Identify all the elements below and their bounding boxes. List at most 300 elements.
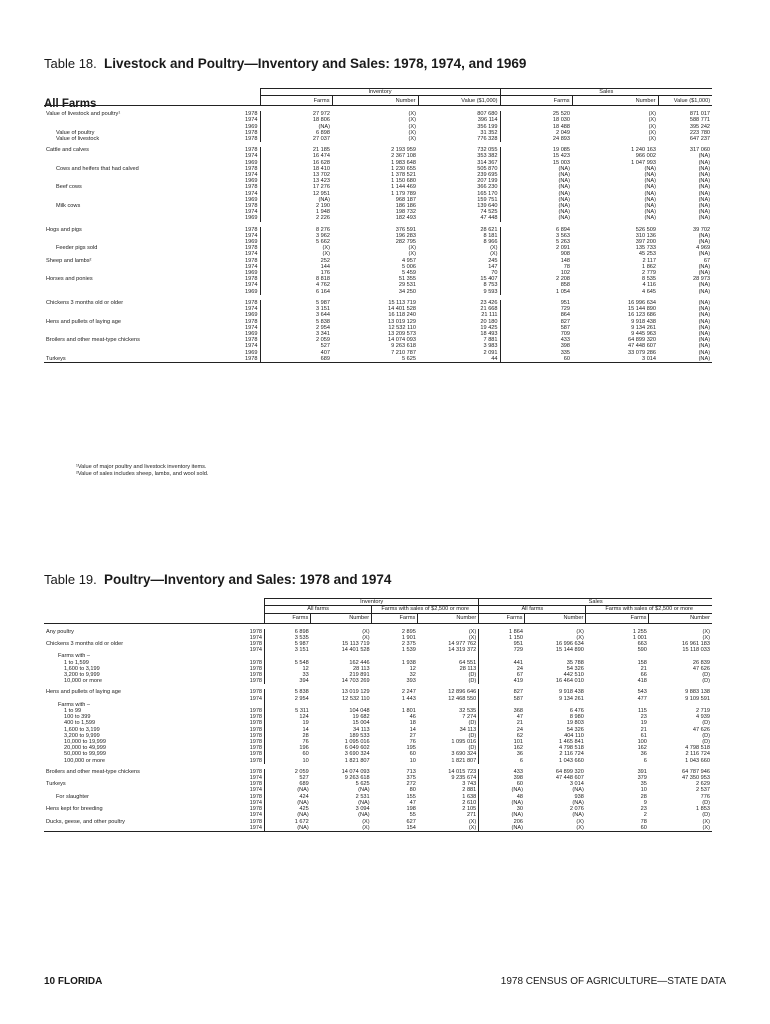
- table-cell: (NA): [572, 812, 584, 819]
- row-year: 1969: [240, 215, 260, 221]
- table-cell: 375: [406, 775, 416, 782]
- table-cell: (D): [702, 812, 710, 819]
- table-18-title: [44, 56, 526, 71]
- table-cell: 148: [500, 258, 572, 264]
- table-cell: 5 625: [355, 781, 370, 788]
- table-cell: (NA): [500, 209, 572, 215]
- table-cell: (X): [490, 251, 498, 258]
- table-cell: 6 898: [265, 629, 311, 635]
- table-cell: 252: [260, 258, 332, 264]
- table-cell: 2 049: [500, 130, 572, 136]
- table-cell: 2 375: [401, 641, 416, 648]
- table-cell: 21: [640, 665, 647, 672]
- table-cell: 9 109 591: [685, 695, 710, 702]
- table-cell: 9 263 618: [391, 343, 416, 350]
- table-cell: 1 938: [401, 659, 416, 666]
- table-cell: 66: [640, 672, 647, 679]
- table-cell: 398: [479, 775, 525, 781]
- table-cell: 21 668: [480, 306, 498, 313]
- row-year: 1978: [241, 641, 264, 647]
- row-year: 1969: [240, 331, 260, 337]
- t19-sub-all-farms-sales: All farms: [479, 606, 586, 613]
- table-cell: 8 535: [642, 276, 657, 283]
- table-cell: 207 199: [477, 178, 498, 185]
- row-year: 1974: [241, 825, 264, 832]
- row-year: 1978: [241, 745, 264, 751]
- table-cell: 5 662: [260, 239, 332, 245]
- table-cell: 1 864: [479, 629, 525, 635]
- table-cell: (NA): [698, 251, 711, 258]
- table-cell: 8 181: [483, 232, 498, 239]
- table-cell: 3 341: [260, 331, 332, 337]
- table-cell: 31 352: [480, 129, 498, 136]
- row-year: 1978: [240, 356, 260, 363]
- t19-col-header: Farms: [265, 613, 311, 623]
- table-cell: 2 117: [642, 257, 657, 264]
- table-cell: 3 094: [355, 806, 370, 813]
- row-year: 1978: [240, 147, 260, 153]
- row-year: 1978: [240, 276, 260, 282]
- table-cell: 15 003: [500, 160, 572, 166]
- table-cell: (NA): [698, 203, 711, 210]
- table-cell: 16 118 240: [388, 312, 416, 319]
- row-year: 1978: [240, 136, 260, 142]
- table-cell: 1 095 016: [344, 739, 370, 746]
- row-year: 1969: [240, 270, 260, 276]
- table-cell: 15 004: [352, 720, 370, 727]
- row-year: 1978: [241, 629, 264, 635]
- table-19: [44, 598, 712, 832]
- row-year: 1974: [241, 800, 264, 806]
- table-cell: (D): [702, 678, 710, 685]
- table-cell: 6 049 602: [344, 745, 370, 752]
- t18-group-inventory: Inventory: [260, 89, 500, 96]
- table-cell: 3 962: [260, 233, 332, 239]
- table-cell: (X): [362, 818, 370, 825]
- t19-col-header: Number: [418, 613, 479, 623]
- table-cell: 195: [406, 745, 416, 752]
- table-row: [44, 356, 712, 363]
- table-cell: 729: [500, 306, 572, 312]
- table-cell: (NA): [698, 209, 711, 216]
- row-year: 1974: [240, 153, 260, 159]
- table-cell: 951: [500, 300, 572, 306]
- table-cell: 162: [479, 745, 525, 751]
- table-cell: 418: [637, 678, 647, 685]
- table-cell: 32 535: [459, 708, 477, 715]
- table-cell: 64 787 946: [682, 768, 710, 775]
- t19-col-header: Farms: [372, 613, 418, 623]
- table-cell: 2 531: [355, 793, 370, 800]
- table-cell: 23: [640, 806, 647, 813]
- table-cell: 47 448: [480, 215, 498, 222]
- table-cell: (NA): [698, 239, 711, 246]
- table-cell: 9 134 261: [559, 695, 584, 702]
- table-cell: (NA): [265, 812, 311, 818]
- table-cell: (D): [468, 745, 477, 752]
- table-cell: (NA): [698, 330, 711, 337]
- row-year: 1974: [240, 233, 260, 239]
- table-cell: 219 891: [349, 672, 370, 679]
- table-cell: 1 095 016: [451, 739, 477, 746]
- table-cell: 1 821 807: [344, 757, 370, 764]
- row-year: 1974: [240, 172, 260, 178]
- table-cell: 223 780: [689, 129, 711, 136]
- table-cell: 13 019 129: [388, 318, 416, 325]
- table-cell: (X): [418, 825, 479, 832]
- table-cell: 1 230 655: [391, 165, 416, 172]
- row-year: 1978: [240, 337, 260, 343]
- row-year: 1978: [241, 708, 264, 714]
- t19-col-header: Number: [525, 613, 586, 623]
- table-cell: (X): [576, 634, 584, 641]
- table-cell: 1 150 680: [391, 178, 416, 185]
- table-cell: 76: [409, 739, 416, 746]
- row-year: 1978: [240, 203, 260, 209]
- table-cell: (NA): [644, 190, 657, 197]
- table-cell: (NA): [644, 178, 657, 185]
- table-cell: (D): [468, 672, 477, 679]
- table-cell: 709: [500, 331, 572, 337]
- table-cell: (D): [702, 672, 710, 679]
- table-cell: 206: [479, 819, 525, 825]
- table-cell: (NA): [698, 159, 711, 166]
- table-cell: (NA): [698, 215, 711, 222]
- table-19-label: Table 19.: [44, 572, 97, 587]
- table-cell: 12: [409, 665, 416, 672]
- table-cell: 26 839: [692, 659, 710, 666]
- table-cell: 154: [372, 825, 418, 832]
- table-cell: 19 682: [352, 714, 370, 721]
- table-cell: (D): [702, 739, 710, 746]
- t19-sub-2500: Farms with sales of $2,500 or more: [372, 606, 479, 613]
- table-cell: 2 954: [260, 325, 332, 331]
- table-cell: 2 367 108: [391, 153, 416, 160]
- table-cell: 3 690 324: [344, 751, 370, 758]
- table-cell: 23: [640, 714, 647, 721]
- table-cell: 394: [265, 678, 311, 684]
- table-cell: (NA): [658, 356, 712, 363]
- table-cell: (X): [702, 818, 710, 825]
- table-cell: 14 401 528: [341, 647, 370, 654]
- row-year: 1978: [240, 245, 260, 251]
- table-cell: (NA): [698, 172, 711, 179]
- table-cell: (X): [649, 825, 712, 832]
- table-cell: 526 509: [635, 226, 657, 233]
- table-cell: 433: [500, 337, 572, 343]
- table-cell: 115: [637, 708, 647, 715]
- table-cell: 2 059: [260, 337, 332, 343]
- table-cell: 12 532 110: [388, 324, 416, 331]
- note-1: ¹Value of major poultry and livestock inventory items.: [76, 464, 207, 470]
- table-cell: 15 144 890: [628, 306, 657, 313]
- table-cell: 3 743: [462, 781, 477, 788]
- table-cell: 1 465 841: [559, 739, 584, 746]
- row-label: Hens and pullets of laying age: [46, 689, 121, 696]
- table-cell: (NA): [698, 184, 711, 191]
- table-cell: 951: [479, 641, 525, 647]
- row-label: 100 to 399: [64, 714, 91, 721]
- table-cell: 60: [586, 825, 649, 832]
- table-cell: 78: [500, 264, 572, 270]
- table-cell: 2 193 959: [391, 147, 416, 154]
- row-label: Sheep and lambs²: [46, 257, 92, 264]
- table-cell: 104 048: [349, 708, 370, 715]
- table-cell: 19 425: [480, 324, 498, 331]
- table-cell: (X): [490, 245, 498, 252]
- row-year: 1978: [241, 727, 264, 733]
- table-cell: (D): [702, 720, 710, 727]
- table-cell: 477: [637, 695, 647, 702]
- table-cell: (D): [702, 732, 710, 739]
- table-cell: 3 644: [260, 312, 332, 318]
- table-cell: 139 640: [477, 203, 498, 210]
- table-cell: 30: [479, 806, 525, 812]
- table-cell: 6 164: [260, 289, 332, 295]
- row-year: 1978: [240, 258, 260, 264]
- table-cell: 16 628: [260, 160, 332, 166]
- table-cell: 1 948: [260, 209, 332, 215]
- table-cell: 1 150: [479, 635, 525, 641]
- table-cell: (NA): [698, 270, 711, 277]
- table-cell: 16 996 634: [628, 299, 657, 306]
- table-cell: 1 638: [462, 793, 477, 800]
- row-label: Milk cows: [56, 203, 81, 210]
- table-cell: 1 047 993: [631, 159, 657, 166]
- table-cell: 176: [260, 270, 332, 276]
- table-cell: 2 537: [696, 787, 710, 794]
- row-label: Value of poultry: [56, 129, 95, 136]
- table-cell: (X): [702, 634, 710, 641]
- table-cell: 2 091: [483, 349, 498, 356]
- table-cell: 9 918 438: [631, 318, 657, 325]
- table-cell: 186 186: [395, 203, 416, 210]
- table-cell: 14 977 762: [448, 641, 477, 648]
- table-cell: 18 493: [480, 330, 498, 337]
- table-cell: 391: [637, 768, 647, 775]
- table-cell: 1 001: [632, 634, 647, 641]
- table-cell: 17 276: [260, 184, 332, 190]
- table-cell: 9: [643, 799, 647, 806]
- table-cell: 20 180: [480, 318, 498, 325]
- table-cell: 14: [265, 727, 311, 733]
- table-cell: 48: [479, 794, 525, 800]
- table-cell: 24: [479, 666, 525, 672]
- table-cell: 6: [643, 757, 647, 764]
- table-cell: 27 037: [260, 136, 332, 142]
- table-cell: 35 788: [566, 659, 584, 666]
- table-cell: (X): [576, 818, 584, 825]
- footer-page: 10 FLORIDA: [44, 976, 103, 987]
- table-cell: (NA): [698, 178, 711, 185]
- table-cell: 5 311: [265, 708, 311, 714]
- table-cell: 33 079 286: [628, 349, 657, 356]
- row-label: Any poultry: [46, 628, 74, 635]
- table-cell: 1 179 789: [391, 190, 416, 197]
- table-cell: (NA): [698, 312, 711, 319]
- table-cell: 8 818: [260, 276, 332, 282]
- table-cell: 36: [479, 751, 525, 757]
- table-cell: (NA): [500, 203, 572, 209]
- row-label: 1 to 99: [64, 708, 82, 715]
- table-cell: (NA): [698, 306, 711, 313]
- table-cell: 60: [500, 356, 572, 363]
- table-cell: 7 881: [483, 337, 498, 344]
- table-cell: (X): [576, 628, 584, 635]
- table-cell: 18 030: [500, 117, 572, 123]
- table-cell: 19 803: [566, 720, 584, 727]
- table-cell: 7 210 787: [391, 349, 416, 356]
- table-cell: 61: [640, 732, 647, 739]
- table-cell: 6 898: [260, 130, 332, 136]
- table-cell: 442 510: [563, 672, 584, 679]
- row-year: 1978: [241, 660, 264, 666]
- table-cell: 1 043 660: [559, 757, 584, 764]
- table-cell: (NA): [500, 172, 572, 178]
- table-cell: 102: [500, 270, 572, 276]
- table-cell: 10: [265, 758, 311, 764]
- row-year: 1969: [240, 289, 260, 295]
- table-cell: (X): [702, 628, 710, 635]
- table-cell: (NA): [698, 196, 711, 203]
- table-cell: 2 091: [500, 245, 572, 251]
- table-cell: 858: [500, 282, 572, 288]
- table-cell: 5 625: [332, 356, 418, 363]
- table-cell: (X): [408, 136, 416, 143]
- row-year: 1978: [241, 678, 264, 684]
- table-cell: (X): [362, 628, 370, 635]
- table-cell: 9 593: [483, 288, 498, 295]
- row-year: 1978: [240, 300, 260, 306]
- row-year: 1969: [240, 160, 260, 166]
- table-cell: (NA): [572, 799, 584, 806]
- table-cell: (X): [648, 129, 657, 136]
- table-cell: 44: [418, 356, 500, 363]
- row-year: 1974: [240, 343, 260, 349]
- table-cell: 1 853: [696, 806, 710, 813]
- table-cell: (NA): [698, 337, 711, 344]
- table-cell: (NA): [698, 318, 711, 325]
- row-year: 1974: [240, 209, 260, 215]
- table-cell: 47 448 607: [628, 343, 657, 350]
- row-year: 1978: [240, 111, 260, 117]
- row-label: Hens kept for breeding: [46, 806, 103, 813]
- table-18-notes: [76, 464, 208, 478]
- table-cell: (NA): [644, 209, 657, 216]
- table-cell: (NA): [358, 799, 370, 806]
- row-year: 1978: [241, 689, 264, 695]
- table-cell: 54 326: [566, 665, 584, 672]
- table-cell: 776: [700, 793, 710, 800]
- table-cell: 2 226: [260, 215, 332, 221]
- row-year: 1978: [241, 714, 264, 720]
- table-cell: (NA): [644, 215, 657, 222]
- table-18: [44, 88, 712, 363]
- row-label: Value of livestock: [56, 136, 100, 143]
- table-cell: 67: [479, 672, 525, 678]
- table-cell: 34 250: [398, 288, 416, 295]
- table-cell: (X): [408, 129, 416, 136]
- table-cell: 827: [500, 319, 572, 325]
- table-cell: 2 610: [462, 799, 477, 806]
- table-cell: (NA): [698, 343, 711, 350]
- table-cell: 21: [640, 726, 647, 733]
- table-cell: 182 493: [395, 215, 416, 222]
- table-cell: 2 116 724: [559, 751, 584, 758]
- table-cell: 39 702: [692, 226, 711, 233]
- row-label: Cattle and calves: [46, 147, 89, 154]
- table-cell: 2 190: [260, 203, 332, 209]
- table-cell: 647 237: [689, 136, 711, 143]
- table-cell: 23 426: [480, 299, 498, 306]
- table-cell: 271: [466, 812, 477, 819]
- row-year: 1978: [241, 672, 264, 678]
- table-cell: (NA): [698, 263, 711, 270]
- row-label: Farms with –: [58, 701, 91, 708]
- table-cell: (NA): [500, 166, 572, 172]
- row-year: 1978: [241, 769, 264, 775]
- row-label: Turkeys: [44, 356, 240, 363]
- row-year: 1978: [240, 184, 260, 190]
- table-cell: 425: [265, 806, 311, 812]
- table-cell: 15 118 033: [682, 647, 710, 654]
- row-label: 50,000 to 99,999: [64, 751, 106, 758]
- row-year: 1974: [241, 635, 264, 641]
- table-cell: 2: [643, 812, 647, 819]
- table-cell: (X): [648, 117, 657, 124]
- table-cell: 4 798 518: [559, 745, 584, 752]
- table-cell: (D): [468, 720, 477, 727]
- table-cell: 100: [637, 739, 647, 746]
- table-cell: 4 645: [642, 288, 657, 295]
- table-cell: 627: [406, 818, 416, 825]
- table-cell: 18 488: [500, 124, 572, 130]
- table-cell: 864: [500, 312, 572, 318]
- row-label: 100,000 or more: [64, 757, 106, 764]
- table-cell: 5 459: [402, 270, 416, 277]
- table-cell: 1 378 521: [391, 172, 416, 179]
- table-cell: 162 446: [349, 659, 370, 666]
- table-cell: 35: [640, 781, 647, 788]
- row-label: 3,200 to 9,999: [64, 732, 100, 739]
- table-cell: (X): [648, 111, 657, 118]
- table-cell: 19 085: [500, 147, 572, 153]
- row-label: Farms with –: [58, 653, 91, 660]
- table-cell: (X): [525, 825, 586, 832]
- table-cell: 33: [265, 672, 311, 678]
- table-cell: 8 753: [483, 282, 498, 289]
- table-cell: 198 732: [395, 209, 416, 216]
- table-cell: 15 113 719: [342, 641, 370, 648]
- row-year: 1978: [241, 666, 264, 672]
- t18-col-header: Value ($1,000): [418, 96, 500, 106]
- row-label: 1,600 to 3,199: [64, 665, 100, 672]
- table-cell: 6: [479, 758, 525, 764]
- table-cell: (NA): [500, 197, 572, 203]
- table-cell: 8 276: [260, 227, 332, 233]
- table-cell: 155: [406, 793, 416, 800]
- table-cell: 36: [640, 751, 647, 758]
- table-cell: (NA): [500, 178, 572, 184]
- table-cell: 356 199: [477, 123, 498, 130]
- table-cell: (NA): [265, 787, 311, 793]
- section-all-farms: All Farms: [44, 98, 97, 110]
- table-cell: 13 019 129: [341, 689, 370, 696]
- table-cell: 5 548: [265, 660, 311, 666]
- row-label: 10,000 to 19,999: [64, 739, 106, 746]
- table-cell: 505 870: [477, 165, 498, 172]
- table-cell: 729: [479, 647, 525, 653]
